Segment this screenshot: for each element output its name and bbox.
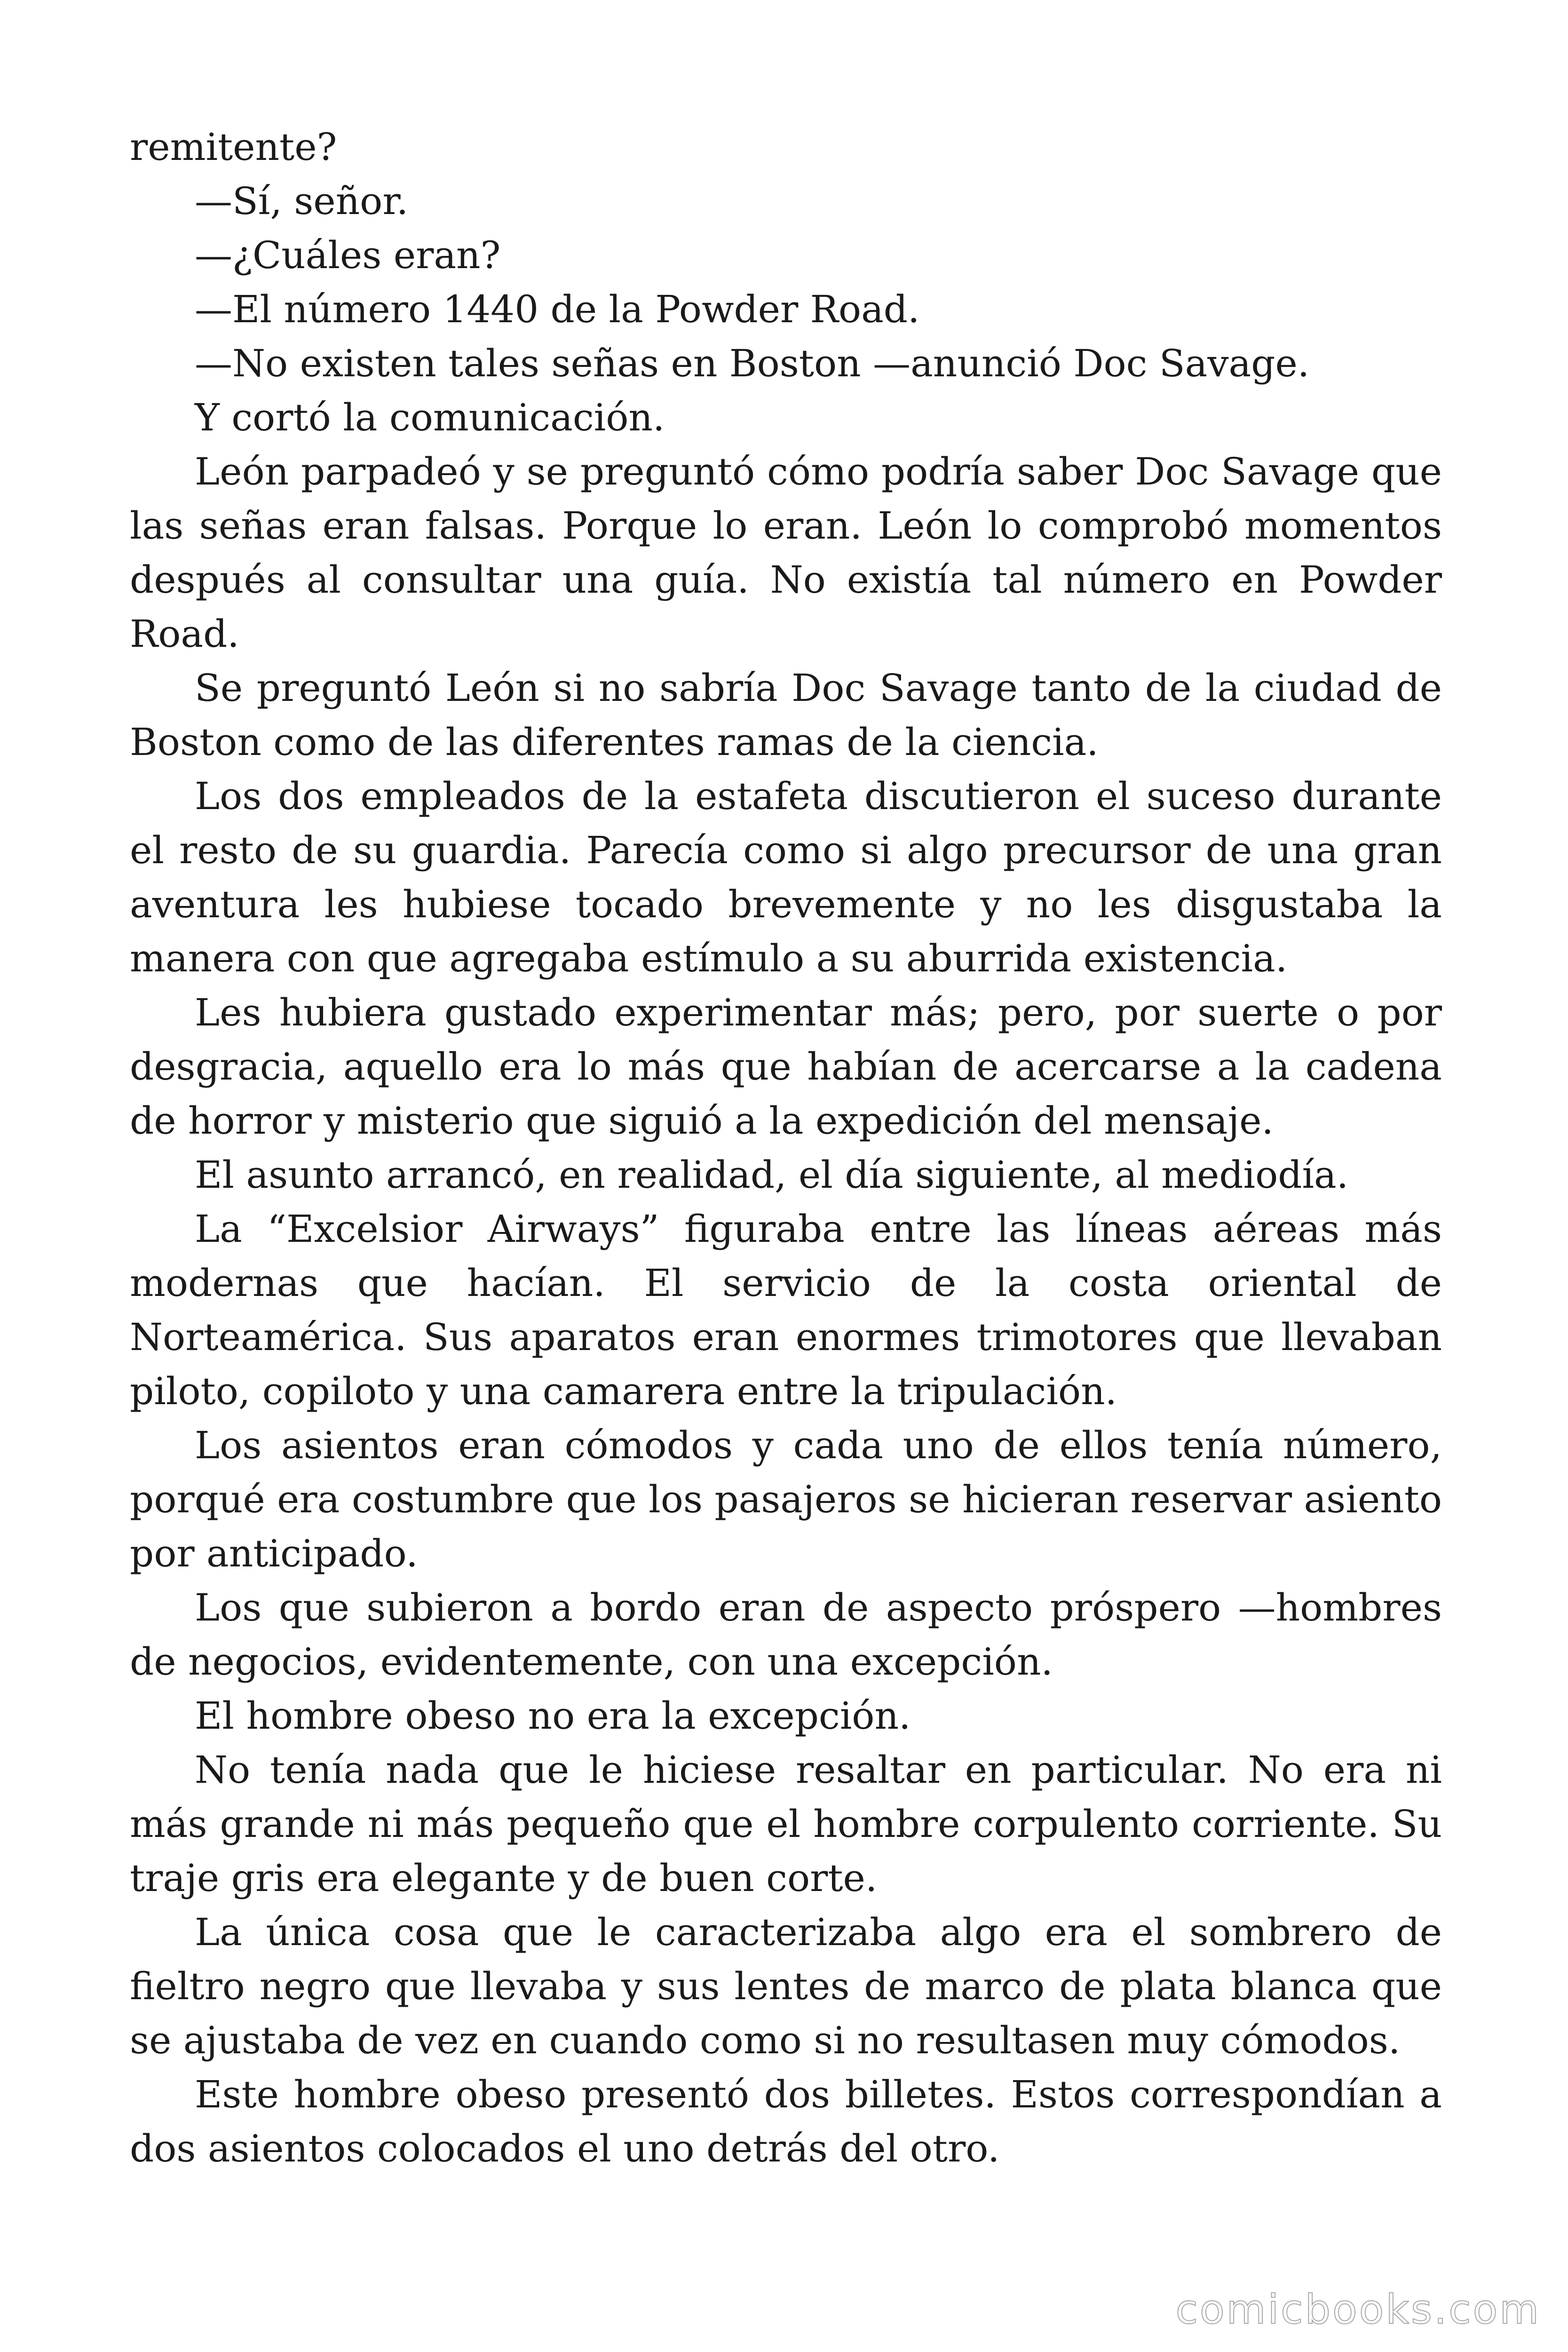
- paragraph: Les hubiera gustado experimentar más; pero, por suerte o por desgracia, aquello era lo más que habían de acercarse a la cadena de horror y misterio que siguió a la expedición del mensaje.: [130, 991, 1442, 1143]
- paragraph: El asunto arrancó, en realidad, el día siguiente, al mediodía.: [195, 1153, 1349, 1197]
- watermark: comicbooks.com: [1175, 2286, 1541, 2333]
- paragraph: León parpadeó y se preguntó cómo podría saber Doc Savage que las señas eran falsas. Porque lo eran. León lo comprobó momentos después al consultar una guía. No existía tal número en Powder Road.: [130, 450, 1442, 656]
- paragraph: El hombre obeso no era la excepción.: [195, 1694, 911, 1738]
- paragraph: Los que subieron a bordo eran de aspecto próspero —hombres de negocios, evidentemente, con una excepción.: [130, 1586, 1442, 1684]
- paragraph: —No existen tales señas en Boston —anunció Doc Savage.: [195, 342, 1310, 385]
- paragraph: —¿Cuáles eran?: [195, 233, 501, 277]
- paragraph: No tenía nada que le hiciese resaltar en particular. No era ni más grande ni más pequeño que el hombre corpulento corriente. Su traje gris era elegante y de buen corte.: [130, 1748, 1442, 1900]
- paragraph: Los dos empleados de la estafeta discutieron el suceso durante el resto de su guardia. Parecía como si algo precursor de una gran aventura les hubiese tocado brevemente y no les disgustaba la manera con que agregaba estímulo a su aburrida existencia.: [130, 774, 1442, 980]
- paragraph: Los asientos eran cómodos y cada uno de ellos tenía número, porqué era costumbre que los pasajeros se hicieran reservar asiento por anticipado.: [130, 1423, 1442, 1575]
- paragraph: Y cortó la comunicación.: [195, 396, 665, 439]
- paragraph: remitente?: [130, 125, 337, 169]
- paragraph: La única cosa que le caracterizaba algo era el sombrero de fieltro negro que llevaba y sus lentes de marco de plata blanca que se ajustaba de vez en cuando como si no resultasen muy cómodos.: [130, 1910, 1442, 2062]
- body-text: [130, 120, 1442, 2176]
- paragraph: La “Excelsior Airways” figuraba entre las líneas aéreas más modernas que hacían. El servicio de la costa oriental de Norteamérica. Sus aparatos eran enormes trimotores que llevaban piloto, copiloto y una camarera entre la tripulación.: [130, 1207, 1442, 1413]
- paragraph: Este hombre obeso presentó dos billetes. Estos correspondían a dos asientos colocados el uno detrás del otro.: [130, 2073, 1442, 2170]
- paragraph: —Sí, señor.: [195, 179, 409, 223]
- paragraph: Se preguntó León si no sabría Doc Savage tanto de la ciudad de Boston como de las diferentes ramas de la ciencia.: [130, 666, 1442, 764]
- paragraph: —El número 1440 de la Powder Road.: [195, 287, 920, 331]
